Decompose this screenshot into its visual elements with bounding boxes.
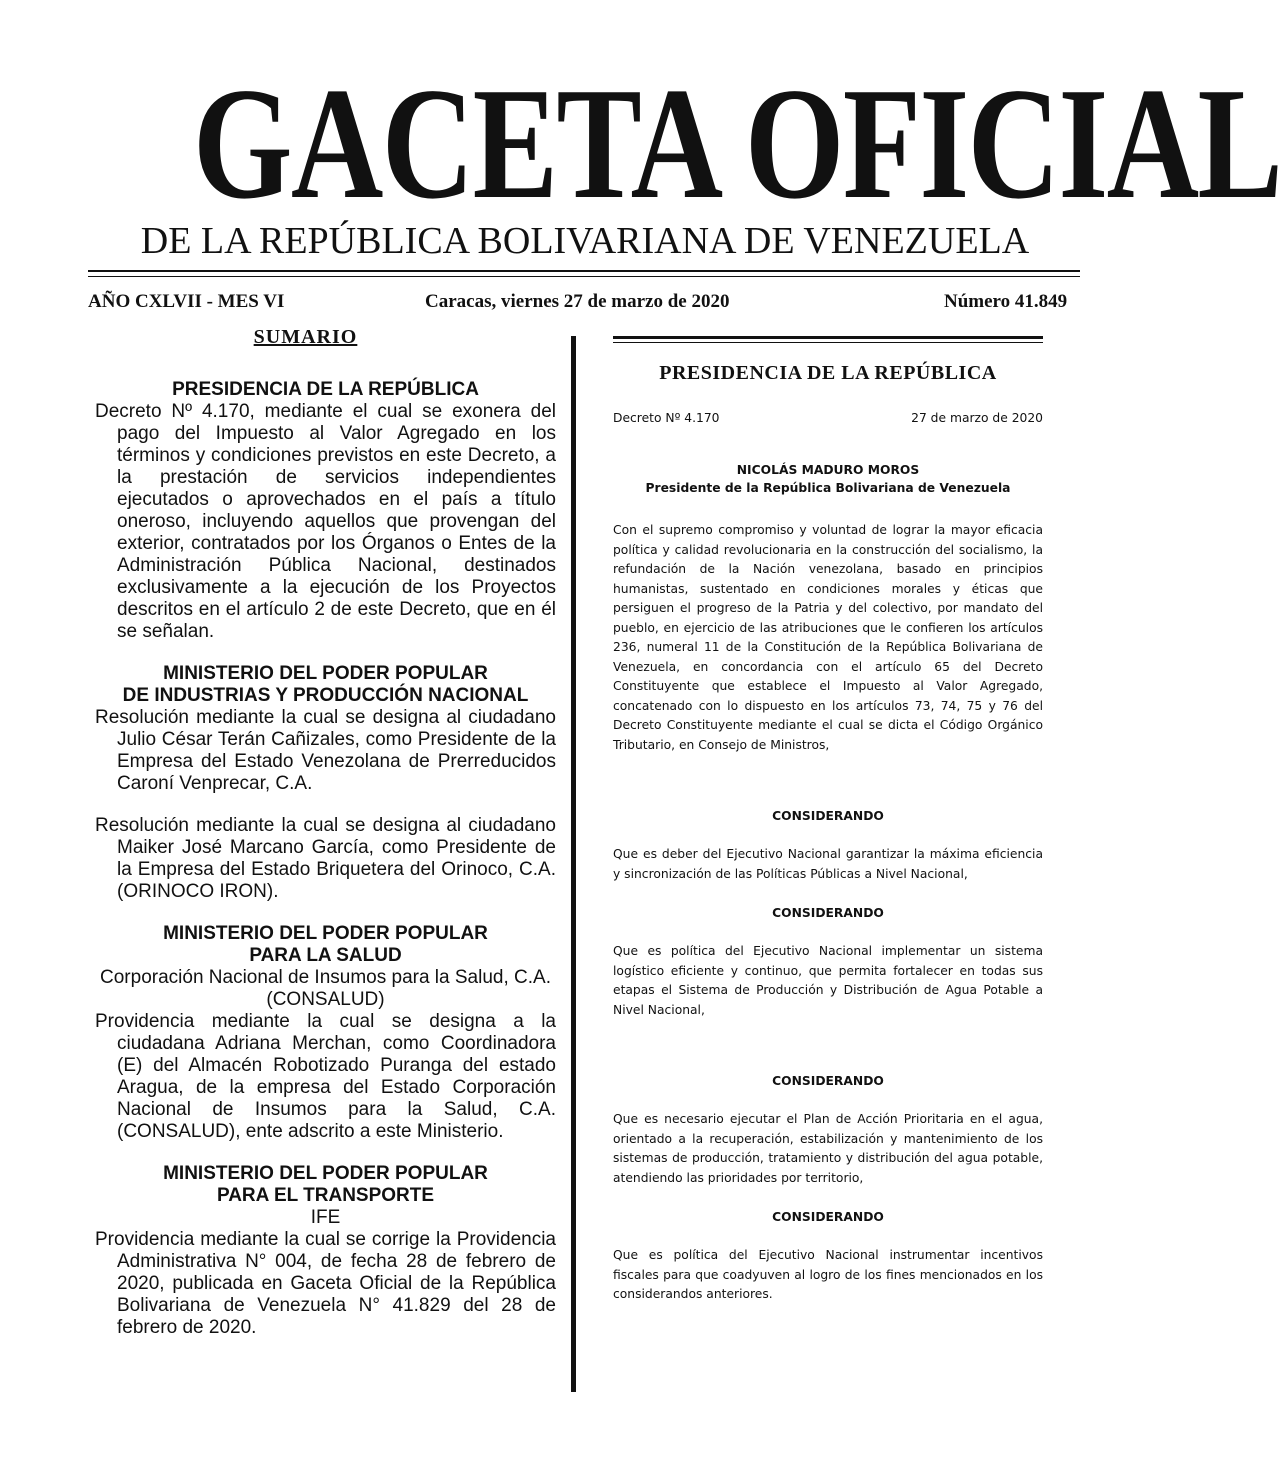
decree-date: 27 de marzo de 2020 [911, 411, 1043, 425]
section-heading: MINISTERIO DEL PODER POPULAR [163, 923, 488, 944]
sumario-section-transporte [95, 1163, 556, 1339]
issue-place-date: Caracas, viernes 27 de marzo de 2020 [425, 291, 730, 312]
considerando-heading: CONSIDERANDO [772, 1210, 884, 1224]
sumario-entry: Providencia mediante la cual se corrige la Providencia Administrativa N° 004, de fecha 28 de febrero de 2020, publicada en Gaceta Oficial de la República Bolivariana de Venezuela N° 41.829 del 28 de febrero de 2020. [95, 1229, 556, 1338]
section-heading: PRESIDENCIA DE LA REPÚBLICA [172, 379, 479, 400]
decree-preamble: Con el supremo compromiso y voluntad de lograr la mayor eficacia política y calidad revolucionaria en la construcción del socialismo, la refundación de la Nación venezolana, basado en principios humanistas, sustentado en condiciones morales y éticas que persiguen el progreso de la Patria y del colectivo, por mandato del pueblo, en ejercicio de las atribuciones que le confieren los artículos 236, numeral 11 de la Constitución de la República Bolivariana de Venezuela, en concordancia con el artículo 65 del Decreto Constituyente que establece el Impuesto al Valor Agregado, concatenado con lo dispuesto en los artículos 73, 74, 75 y 76 del Decreto Constituyente mediante el cual se dicta el Código Orgánico Tributario, en Consejo de Ministros, [613, 523, 1043, 752]
decree-author-title: Presidente de la República Bolivariana de Venezuela [645, 481, 1011, 495]
considerando-heading: CONSIDERANDO [772, 906, 884, 920]
sumario-column [95, 326, 556, 1339]
sumario-entry: Providencia mediante la cual se designa a la ciudadana Adriana Merchan, como Coordinadora (E) del Almacén Robotizado Puranga del estado Aragua, de la empresa del Estado Corporación Nacional de Insumos para la Salud, C.A. (CONSALUD), ente adscrito a este Ministerio. [95, 1011, 556, 1142]
section-heading-line2: DE INDUSTRIAS Y PRODUCCIÓN NACIONAL [122, 685, 529, 706]
considerando-text: Que es deber del Ejecutivo Nacional garantizar la máxima eficiencia y sincronización de las Políticas Públicas a Nivel Nacional, [613, 847, 1043, 881]
sumario-section-industrias [95, 663, 556, 903]
masthead-subtitle: DE LA REPÚBLICA BOLIVARIANA DE VENEZUELA [140, 220, 1030, 262]
sumario-heading: SUMARIO [253, 326, 358, 348]
section-heading-line2: PARA LA SALUD [249, 945, 402, 966]
section-subheading-line2: (CONSALUD) [266, 989, 385, 1010]
decree-column [613, 336, 1043, 1305]
sumario-entry: Decreto Nº 4.170, mediante el cual se exonera del pago del Impuesto al Valor Agregado en los términos y condiciones previstos en este Decreto, a la prestación de servicios independientes ejecutados o aprovechados en el país a título oneroso, incluyendo aquellos que provengan del exterior, contratados por los Órganos o Entes de la Administración Pública Nacional, destinados exclusivamente a la ejecución de los Proyectos descritos en el artículo 2 de este Decreto, que en él se señalan. [95, 401, 556, 642]
header-rule-top [88, 270, 1080, 272]
sumario-entry: Resolución mediante la cual se designa al ciudadano Julio César Terán Cañizales, como Presidente de la Empresa del Estado Venezolana de Prerreducidos Caroní Venprecar, C.A. [95, 707, 556, 794]
section-rule-bottom [613, 342, 1043, 343]
decree-author: NICOLÁS MADURO MOROS [736, 463, 920, 477]
sumario-section-presidencia [95, 379, 556, 643]
header-rule-bottom [88, 276, 1080, 277]
section-rule-top [613, 336, 1043, 339]
considerando-text: Que es necesario ejecutar el Plan de Acción Prioritaria en el agua, orientado a la recuperación, estabilización y mantenimiento de los sistemas de producción, tratamiento y distribución del agua potable, atendiendo las prioridades por territorio, [613, 1112, 1043, 1185]
masthead-title: GACETA OFICIAL [193, 54, 1281, 232]
sumario-section-salud [95, 923, 556, 1143]
considerando-heading: CONSIDERANDO [772, 809, 884, 823]
considerando-text: Que es política del Ejecutivo Nacional instrumentar incentivos fiscales para que coadyuven al logro de los fines mencionados en los considerandos anteriores. [613, 1248, 1043, 1301]
decree-header-row [613, 411, 1043, 425]
section-heading: MINISTERIO DEL PODER POPULAR [163, 663, 488, 684]
section-heading: MINISTERIO DEL PODER POPULAR [163, 1163, 488, 1184]
column-divider [571, 336, 576, 1392]
sumario-entry: Resolución mediante la cual se designa al ciudadano Maiker José Marcano García, como Presidente de la Empresa del Estado Briquetera del Orinoco, C.A. (ORINOCO IRON). [95, 815, 556, 902]
considerando-heading: CONSIDERANDO [772, 1074, 884, 1088]
issue-year-month: AÑO CXLVII - MES VI [88, 291, 285, 312]
section-subheading: IFE [310, 1207, 341, 1228]
decree-section-title: PRESIDENCIA DE LA REPÚBLICA [659, 362, 997, 384]
decree-number: Decreto Nº 4.170 [613, 411, 720, 425]
issue-number: Número 41.849 [944, 291, 1068, 312]
section-subheading: Corporación Nacional de Insumos para la Salud, C.A. [100, 967, 551, 988]
section-heading-line2: PARA EL TRANSPORTE [216, 1185, 435, 1206]
considerando-text: Que es política del Ejecutivo Nacional implementar un sistema logístico eficiente y continuo, que permita fortalecer en todas sus etapas el Sistema de Producción y Distribución de Agua Potable a Nivel Nacional, [613, 944, 1043, 1017]
